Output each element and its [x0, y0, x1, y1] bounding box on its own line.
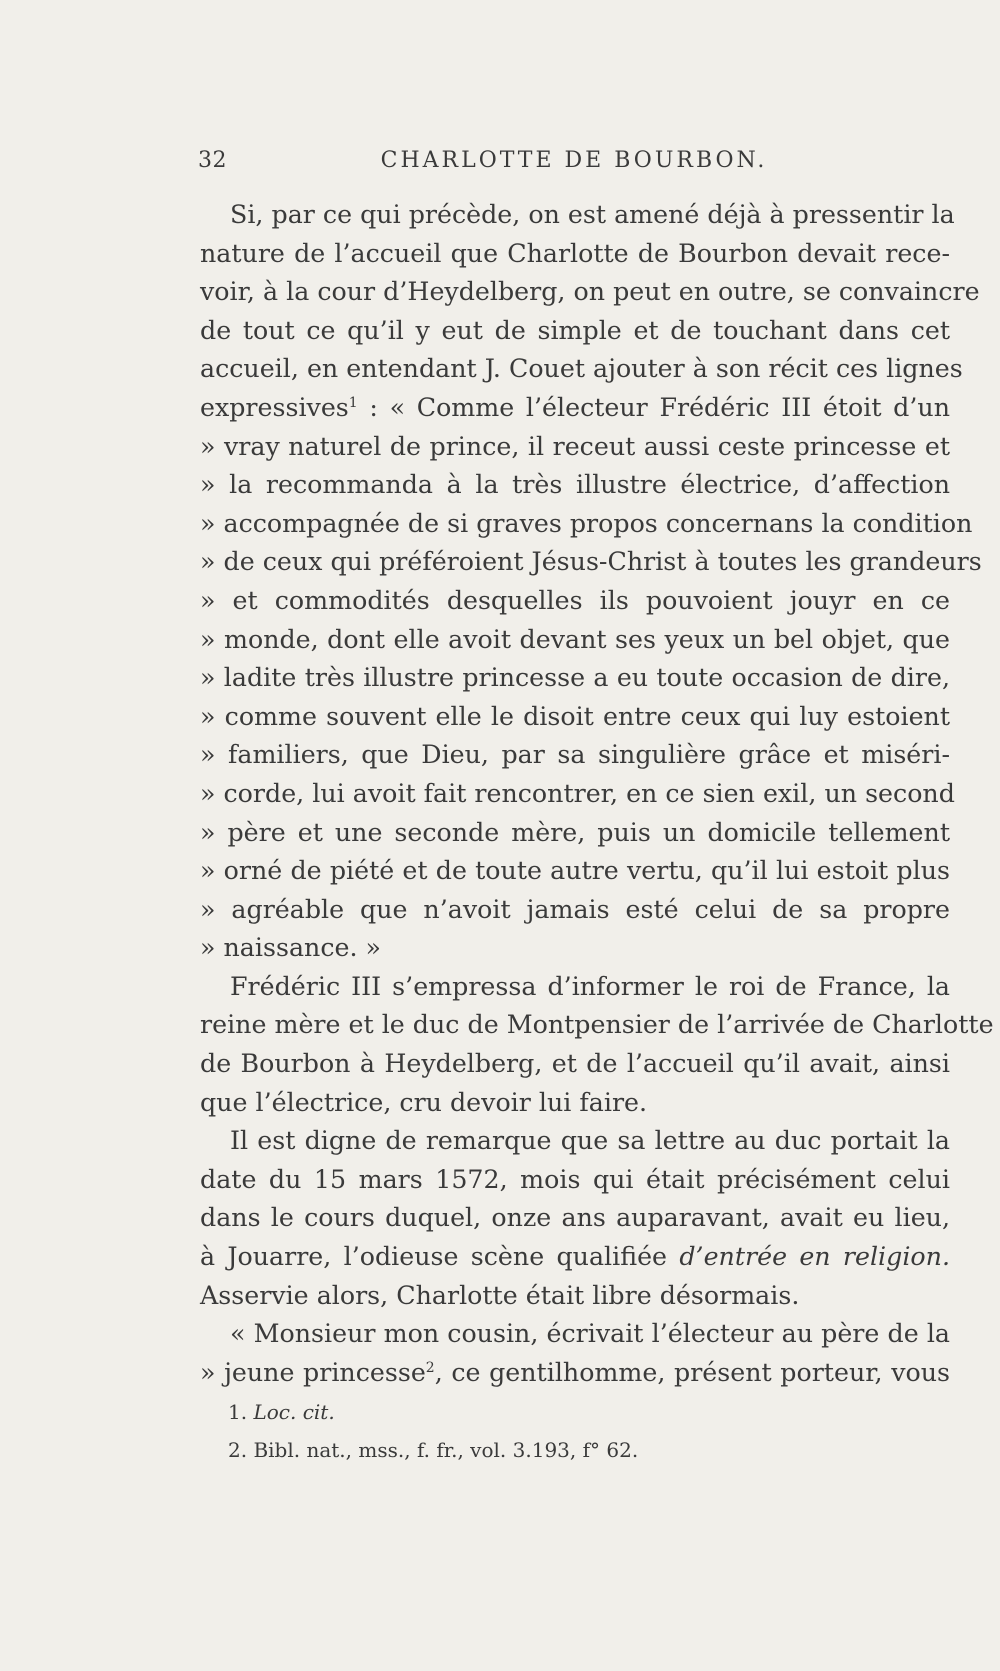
footnote [228, 1431, 928, 1469]
text-line: de Bourbon à Heydelberg, et de l’accueil qu’il avait, ainsi [200, 1049, 950, 1079]
text-line: » agréable que n’avoit jamais esté celui de sa propre [200, 894, 950, 924]
text-line [200, 389, 950, 428]
text-line: date du 15 mars 1572, mois qui était précisément celui [200, 1164, 950, 1194]
text-fragment: à Jouarre, l’odieuse scène qualifiée [200, 1242, 680, 1272]
body-text [200, 196, 994, 1392]
text-fragment: » jeune princesse [200, 1357, 426, 1387]
text-fragment: : « Comme l’électeur Frédéric III étoit d’un [357, 392, 950, 422]
footnote-mark: 1 [348, 394, 358, 411]
text-line: » accompagnée de si graves propos concernans la condition [200, 508, 973, 538]
text-line: Frédéric III s’empressa d’informer le roi de France, la [230, 971, 950, 1001]
text-line: reine mère et le duc de Montpensier de l’arrivée de Charlotte [200, 1010, 994, 1040]
text-line: voir, à la cour d’Heydelberg, on peut en outre, se convaincre [200, 277, 980, 307]
text-line: Il est digne de remarque que sa lettre au duc portait la [230, 1126, 950, 1156]
text-line: » corde, lui avoit fait rencontrer, en ce sien exil, un second [200, 778, 955, 808]
text-line: » père et une seconde mère, puis un domicile tellement [200, 817, 950, 847]
text-line: » et commodités desquelles ils pouvoient jouyr en ce [200, 585, 950, 615]
text-line [200, 1354, 950, 1393]
text-line: que l’électrice, cru devoir lui faire. [200, 1087, 648, 1117]
footnote-mark: 2 [425, 1359, 435, 1376]
text-fragment: , ce gentilhomme, présent porteur, vous [434, 1357, 950, 1387]
text-line: de tout ce qu’il y eut de simple et de touchant dans cet [200, 315, 950, 345]
text-line: » la recommanda à la très illustre électrice, d’affection [200, 470, 950, 500]
italic-phrase: d’entrée en religion. [679, 1242, 950, 1272]
footnote-number: 1. [228, 1400, 248, 1424]
text-line: dans le cours duquel, onze ans auparavant, avait eu lieu, [200, 1203, 950, 1233]
text-line: » ladite très illustre princesse a eu toute occasion de dire, [200, 663, 950, 693]
footnotes [228, 1393, 928, 1469]
text-line: » comme souvent elle le disoit entre ceux qui luy estoient [200, 701, 950, 731]
text-line: Asservie alors, Charlotte était libre désormais. [200, 1280, 800, 1310]
text-line: » vray naturel de prince, il receut aussi ceste princesse et [200, 431, 950, 461]
page-number: 32 [198, 148, 227, 173]
text-line: « Monsieur mon cousin, écrivait l’électeur au père de la [230, 1319, 950, 1349]
text-line: » de ceux qui préféroient Jésus-Christ à toutes les grandeurs [200, 547, 982, 577]
text-line: » familiers, que Dieu, par sa singulière grâce et miséri- [200, 740, 950, 770]
text-fragment: expressives [200, 392, 349, 422]
text-line: » naissance. » [200, 933, 382, 963]
footnote [228, 1393, 928, 1431]
text-line: » orné de piété et de toute autre vertu, qu’il lui estoit plus [200, 856, 950, 886]
text-line: nature de l’accueil que Charlotte de Bourbon devait rece- [200, 238, 950, 268]
text-line [200, 1238, 950, 1277]
text-line: accueil, en entendant J. Couet ajouter à son récit ces lignes [200, 354, 963, 384]
text-line: Si, par ce qui précède, on est amené déjà à pressentir la [230, 200, 955, 229]
running-head [198, 148, 950, 182]
footnote-number: 2. [228, 1438, 248, 1462]
footnote-text: Bibl. nat., mss., f. fr., vol. 3.193, f° 62. [253, 1438, 639, 1462]
running-title: CHARLOTTE DE BOURBON. [380, 148, 768, 173]
text-line: » monde, dont elle avoit devant ses yeux un bel objet, que [200, 624, 950, 654]
footnote-text: Loc. cit. [253, 1400, 335, 1424]
